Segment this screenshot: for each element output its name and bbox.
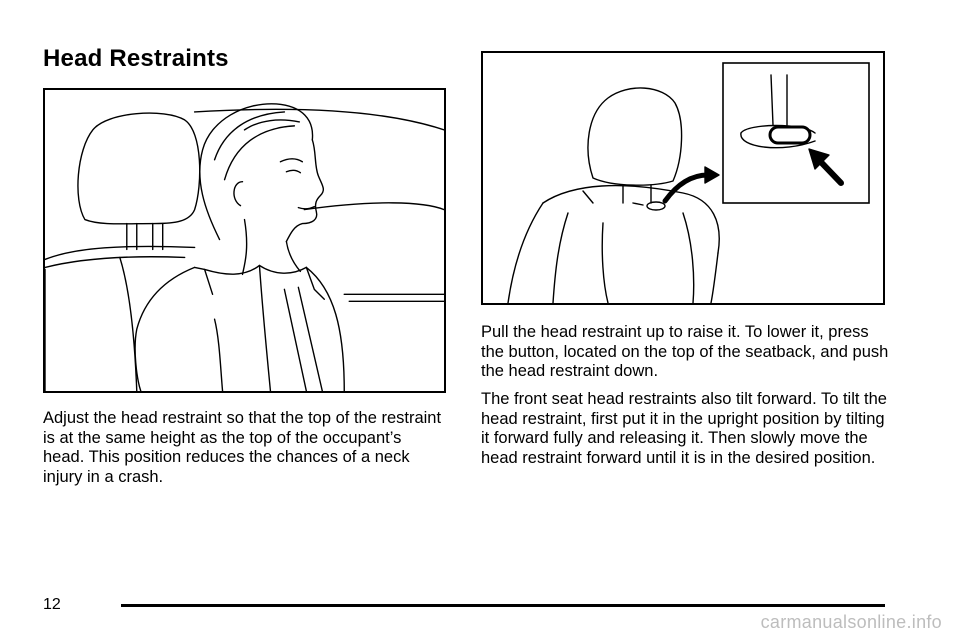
paragraph-raise-lower: Pull the head restraint up to raise it. To lower it, press the button, located on the top of the seatback, and push the head restraint down. [481,323,889,380]
paragraph-adjust-restraint: Adjust the head restraint so that the top of the restraint is at the same height as the top of the occupant’s head. This position reduces the chances of a neck injury in a crash. [43,409,442,486]
footer-rule [121,604,885,607]
paragraph-tilt-forward: The front seat head restraints also tilt forward. To tilt the head restraint, first put it in the upright position by tilting it forward fully and releasing it. Then slowly move the head restraint forward until it is in the desired position. [481,390,887,467]
page-number: 12 [43,596,61,613]
illustration-occupant-head-restraint [43,88,446,393]
occupant-line-drawing [45,90,444,391]
seat-button-line-drawing [483,53,883,303]
illustration-head-restraint-button [481,51,885,305]
page-title: Head Restraints [43,45,229,72]
watermark-text: carmanualsonline.info [760,612,942,632]
